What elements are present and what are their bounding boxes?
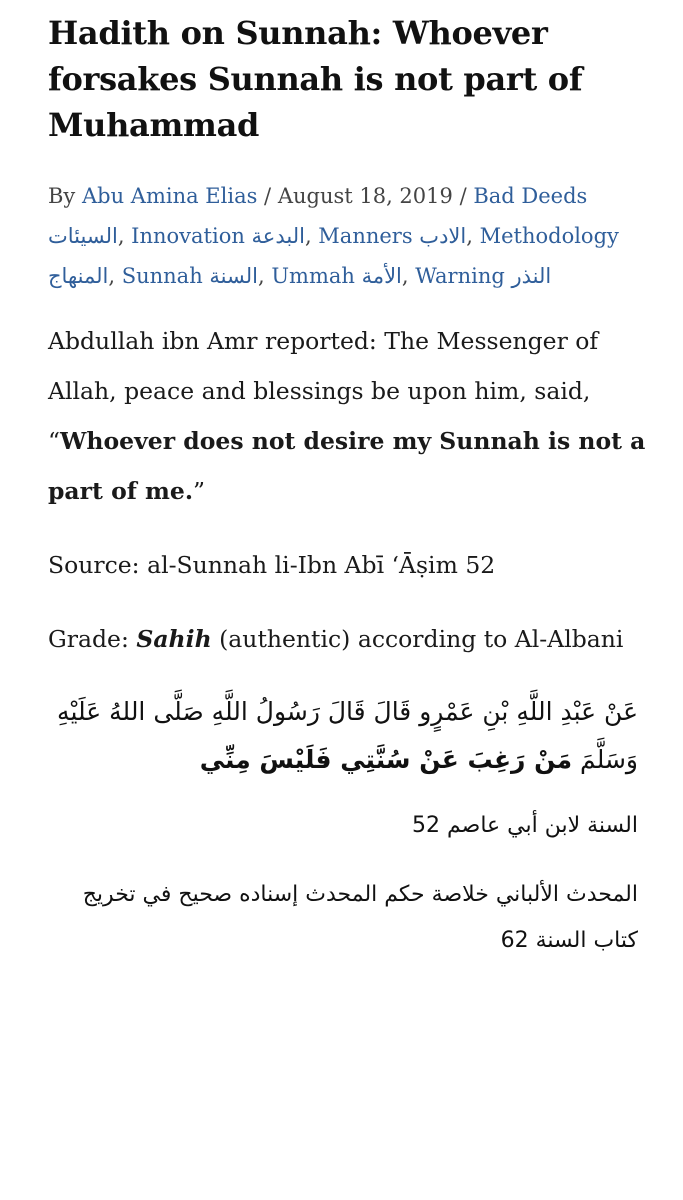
category-link-bad-deeds[interactable]: Bad Deeds السيئات	[48, 184, 588, 248]
post-date: August 18, 2019	[277, 184, 453, 208]
category-link-ummah[interactable]: Ummah الأمة	[271, 264, 402, 288]
category-link-manners[interactable]: Manners الادب	[318, 224, 467, 248]
arabic-hadith-text	[48, 688, 638, 784]
hadith-quote: Whoever does not desire my Sunnah is not a part of me.	[48, 427, 646, 505]
arabic-matn-bold: مَنْ رَغِبَ عَنْ سُنَّتِي فَلَيْسَ مِنِّي	[199, 744, 573, 774]
hadith-source: Source: al-Sunnah li-Ibn Abī ʻĀṣim 52	[48, 551, 496, 579]
quote-close: ”	[193, 477, 206, 505]
arabic-isnad: عَنْ عَبْدِ اللَّهِ بْنِ عَمْرٍو قَالَ قَالَ رَسُولُ اللَّهِ صَلَّى اللهُ عَلَيْهِ وَسَلَّمَ	[57, 696, 638, 774]
hadith-intro: Abdullah ibn Amr reported: The Messenger of Allah, peace and blessings be upon him, said, “	[48, 327, 599, 455]
category-link-innovation[interactable]: Innovation البدعة	[131, 224, 305, 248]
article-title: Hadith on Sunnah: Whoever forsakes Sunnah is not part of Muhammad	[48, 14, 583, 144]
category-link-warning[interactable]: Warning النذر	[415, 264, 552, 288]
hadith-grade	[48, 614, 648, 664]
grade-prefix: Grade:	[48, 625, 137, 653]
category-link-sunnah[interactable]: Sunnah السنة	[121, 264, 258, 288]
grade-suffix: (authentic) according to Al-Albani	[211, 625, 624, 653]
category-separator: ,	[304, 224, 319, 248]
meta-by: By	[48, 184, 82, 208]
article-meta	[48, 176, 648, 296]
article	[48, 0, 648, 964]
meta-separator: /	[452, 184, 474, 208]
hadith-translation	[48, 316, 648, 516]
grade-value: Sahih	[136, 625, 212, 653]
author-link[interactable]: Abu Amina Elias	[81, 184, 258, 208]
category-separator: ,	[401, 264, 416, 288]
meta-separator: /	[257, 184, 278, 208]
arabic-grade: المحدث الألباني خلاصة حكم المحدث إسناده صحيح في تخريج كتاب السنة 62	[82, 881, 638, 953]
category-separator: ,	[257, 264, 272, 288]
category-separator: ,	[108, 264, 122, 288]
category-link-methodology[interactable]: Methodology المنهاج	[48, 224, 619, 288]
arabic-source: السنة لابن أبي عاصم 52	[412, 812, 638, 838]
category-separator: ,	[117, 224, 132, 248]
category-separator: ,	[466, 224, 480, 248]
